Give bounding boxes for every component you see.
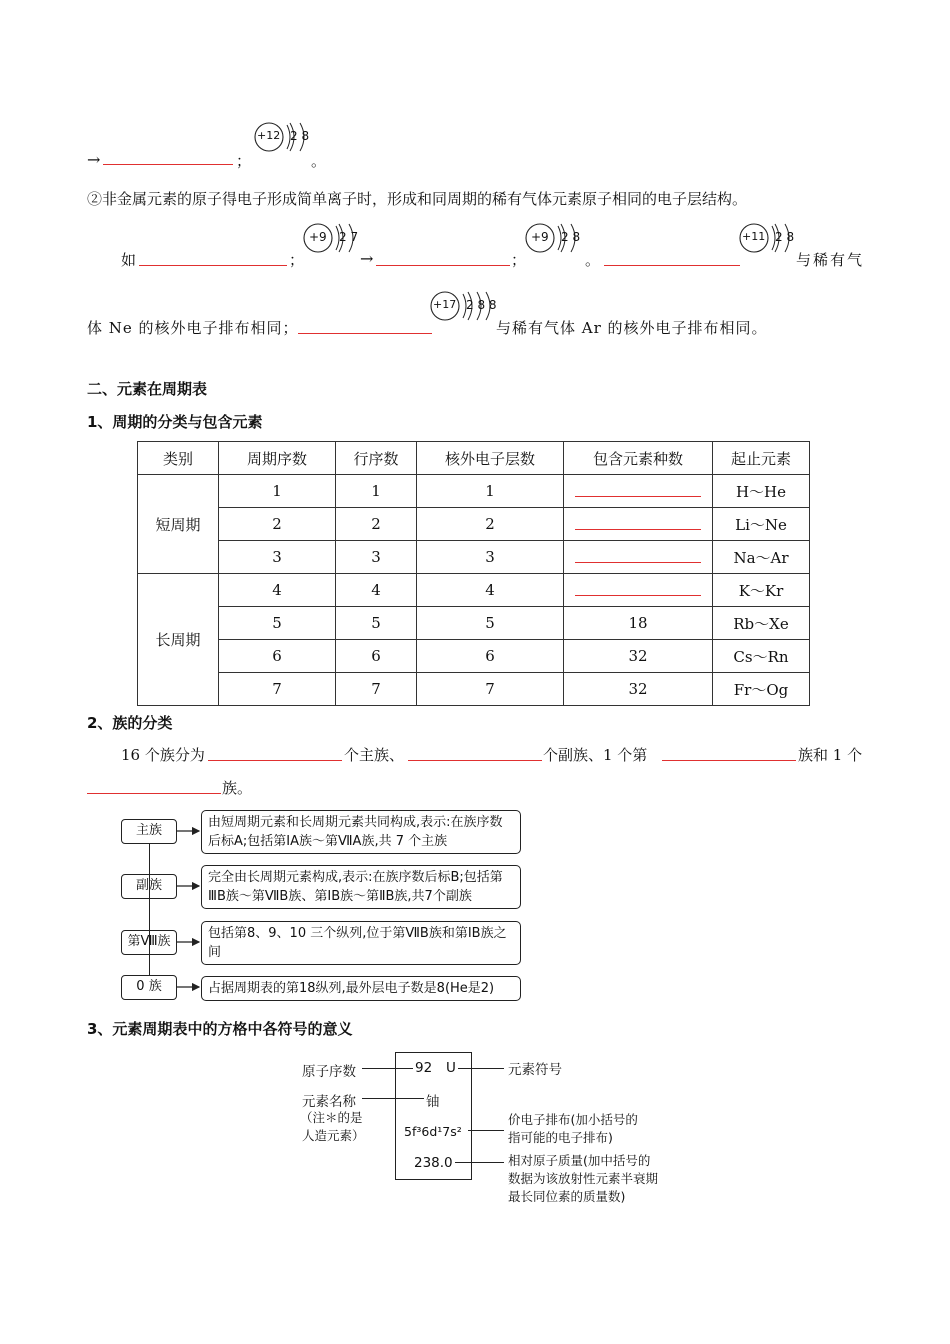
- label-mass-3: 最长同位素的质量数): [508, 1189, 626, 1204]
- cell-count: 32: [564, 640, 713, 673]
- cell-shells: 1: [417, 475, 564, 508]
- short-period-label: 短周期: [138, 475, 219, 574]
- cell-period: 6: [219, 640, 336, 673]
- cell-count: 32: [564, 673, 713, 706]
- period-table: [137, 441, 810, 706]
- cell-range: Li～Ne: [713, 508, 810, 541]
- cell-shells: 2: [417, 508, 564, 541]
- sub-group-tag: 副族: [121, 874, 177, 899]
- table-row: [138, 607, 810, 640]
- label-note-2: 人造元素）: [302, 1128, 365, 1143]
- mg-nucleus: +12: [257, 129, 281, 142]
- colon: ；: [289, 251, 305, 269]
- diagram-connector: [149, 843, 150, 976]
- cell-period: 4: [219, 574, 336, 607]
- table-row: [138, 574, 810, 607]
- cell-count: 18: [564, 607, 713, 640]
- na-nucleus: +11: [742, 230, 766, 243]
- main-group-desc: 由短周期元素和长周期元素共同构成,表示:在族序数后标A;包括第ⅠA族～第ⅦA族,共 7 个主族: [201, 810, 521, 854]
- like-label: 如: [121, 251, 137, 269]
- cell-period: 7: [219, 673, 336, 706]
- cell-row: 4: [336, 574, 417, 607]
- cell-shells: 3: [417, 541, 564, 574]
- mg-ion-diagram: [254, 121, 316, 163]
- section-title: 二、元素在周期表: [87, 380, 208, 398]
- arrow: →: [87, 150, 101, 169]
- label-note-1: （注＊的是: [300, 1110, 363, 1125]
- cell-symbol: U: [446, 1060, 456, 1076]
- groups-text-3: 个副族、1 个第: [543, 746, 648, 764]
- label-config-2: 指可能的电子排布): [508, 1130, 613, 1145]
- groups-text-5: 族。: [222, 779, 253, 797]
- answer-blank-na-atom[interactable]: [604, 265, 740, 266]
- cell-shells: 4: [417, 574, 564, 607]
- cell-range: K～Kr: [713, 574, 810, 607]
- cell-shells: 7: [417, 673, 564, 706]
- groups-text-2: 个主族、: [344, 746, 405, 764]
- table-header-row: [138, 442, 810, 475]
- table-row: [138, 673, 810, 706]
- label-name: 元素名称: [302, 1094, 356, 1110]
- groups-text-4: 族和 1 个: [798, 746, 863, 764]
- zero-group-tag: 0 族: [121, 975, 177, 1000]
- label-config-1: 价电子排布(加小括号的: [508, 1112, 638, 1127]
- answer-blank-zero-group[interactable]: [87, 793, 221, 794]
- long-period-label: 长周期: [138, 574, 219, 706]
- cell-range: H～He: [713, 475, 810, 508]
- subsection-2-title: 2、族的分类: [87, 714, 173, 732]
- col-header: 包含元素种数: [564, 442, 713, 475]
- table-row: [138, 475, 810, 508]
- nonmetal-text: ②非金属元素的原子得电子形成简单离子时，形成和同周期的稀有气体元素原子相同的电子层结构。: [87, 190, 748, 208]
- cell-count-blank[interactable]: [564, 475, 713, 508]
- na-ion-diagram: [739, 222, 801, 264]
- line2-suffix: 与稀有气体 Ar 的核外电子排布相同。: [496, 319, 768, 337]
- col-header: 类别: [138, 442, 219, 475]
- cell-atomic-number: 92: [415, 1060, 433, 1076]
- cell-period: 1: [219, 475, 336, 508]
- na-shells: 2 8: [775, 230, 795, 244]
- cell-period: 3: [219, 541, 336, 574]
- zero-group-desc: 占据周期表的第18纵列,最外层电子数是8(He是2): [201, 976, 521, 1001]
- label-atomic-number: 原子序数: [302, 1064, 356, 1080]
- mg-shells: 2 8: [290, 129, 310, 143]
- groups-text-1: 16 个族分为: [121, 746, 205, 764]
- label-symbol: 元素符号: [508, 1062, 562, 1078]
- cell-period: 2: [219, 508, 336, 541]
- leader-line: [468, 1130, 504, 1131]
- cell-row: 2: [336, 508, 417, 541]
- cl-shells: 2 8 8: [466, 298, 497, 312]
- cell-period: 5: [219, 607, 336, 640]
- arrow: →: [360, 249, 374, 268]
- answer-blank-f-ion[interactable]: [376, 265, 510, 266]
- subsection-1-title: 1、周期的分类与包含元素: [87, 413, 263, 431]
- group-viii-desc: 包括第8、9、10 三个纵列,位于第ⅦB族和第ⅠB族之间: [201, 921, 521, 965]
- answer-blank-main-groups[interactable]: [208, 760, 342, 761]
- answer-blank-group-viii[interactable]: [662, 760, 796, 761]
- sub-group-desc: 完全由长周期元素构成,表示:在族序数后标B;包括第ⅢB族～第ⅦB族、第ⅠB族～第ⅡB族,共7个副族: [201, 865, 521, 909]
- col-header: 起止元素: [713, 442, 810, 475]
- cell-count-blank[interactable]: [564, 541, 713, 574]
- colon: ；: [236, 152, 252, 170]
- cell-row: 6: [336, 640, 417, 673]
- cell-name: 铀: [426, 1094, 440, 1110]
- with-noble-text: 与稀有气: [796, 251, 865, 269]
- table-row: [138, 508, 810, 541]
- colon: ；: [511, 251, 527, 269]
- cell-config: 5f³6d¹7s²: [404, 1124, 462, 1139]
- line2-prefix: 体 Ne 的核外电子排布相同；: [87, 319, 299, 337]
- table-row: [138, 640, 810, 673]
- group-viii-tag: 第Ⅷ族: [121, 930, 177, 955]
- subsection-3-title: 3、元素周期表中的方格中各符号的意义: [87, 1020, 353, 1038]
- answer-blank-mg-atom[interactable]: [103, 164, 233, 165]
- main-group-tag: 主族: [121, 819, 177, 844]
- cell-shells: 5: [417, 607, 564, 640]
- cl-ion-diagram: [430, 290, 500, 332]
- cell-range: Na～Ar: [713, 541, 810, 574]
- cell-row: 7: [336, 673, 417, 706]
- label-mass-1: 相对原子质量(加中括号的: [508, 1153, 651, 1168]
- f-shells: 2 7: [339, 230, 359, 244]
- leader-line: [455, 1162, 504, 1163]
- cell-row: 5: [336, 607, 417, 640]
- answer-blank-sub-groups[interactable]: [408, 760, 542, 761]
- table-row: [138, 541, 810, 574]
- f-ion-shells: 2 8: [561, 230, 581, 244]
- cell-range: Rb～Xe: [713, 607, 810, 640]
- period-dot: 。: [585, 251, 601, 269]
- cell-count-blank[interactable]: [564, 508, 713, 541]
- cell-count-blank[interactable]: [564, 574, 713, 607]
- cell-row: 3: [336, 541, 417, 574]
- leader-line: [458, 1068, 504, 1069]
- f-atom-diagram: [303, 222, 365, 264]
- f-nucleus: +9: [309, 230, 327, 244]
- col-header: 周期序数: [219, 442, 336, 475]
- label-mass-2: 数据为该放射性元素半衰期: [508, 1171, 659, 1186]
- f-ion-nucleus: +9: [531, 230, 549, 244]
- period: 。: [311, 152, 327, 170]
- leader-line: [362, 1098, 424, 1099]
- cell-range: Fr～Og: [713, 673, 810, 706]
- cl-nucleus: +17: [433, 298, 457, 311]
- cell-range: Cs～Rn: [713, 640, 810, 673]
- leader-line: [362, 1068, 413, 1069]
- col-header: 核外电子层数: [417, 442, 564, 475]
- col-header: 行序数: [336, 442, 417, 475]
- answer-blank-cl-atom[interactable]: [298, 333, 432, 334]
- answer-blank-f-atom[interactable]: [139, 265, 287, 266]
- cell-mass: 238.0: [414, 1155, 453, 1171]
- f-ion-diagram: [525, 222, 587, 264]
- cell-row: 1: [336, 475, 417, 508]
- cell-shells: 6: [417, 640, 564, 673]
